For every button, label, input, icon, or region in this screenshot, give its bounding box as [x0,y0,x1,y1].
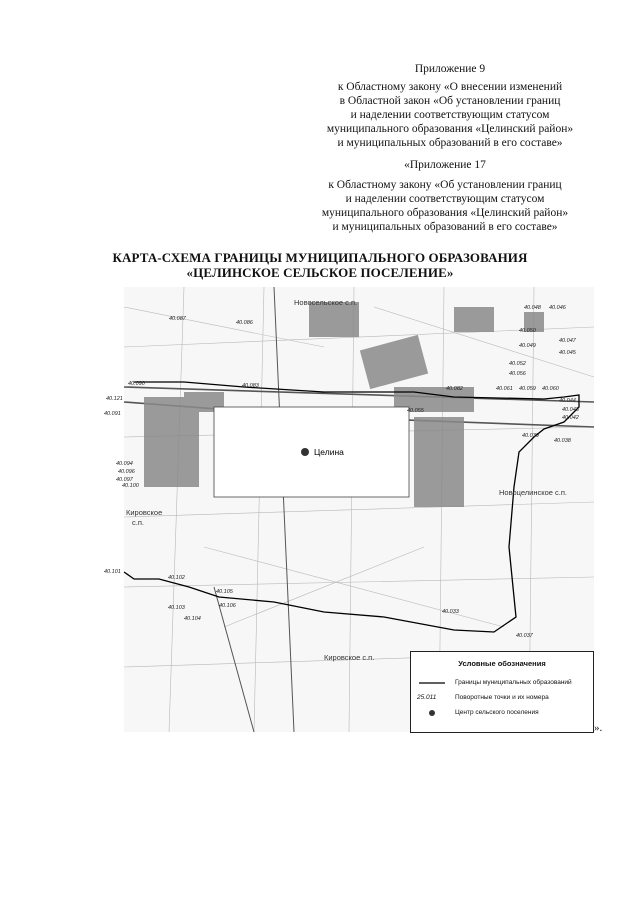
point-label: 40.102 [168,575,185,581]
point-label: 40.082 [446,386,463,392]
legend-row-points [417,693,587,703]
annex-17-title: «Приложение 17 [404,159,486,171]
point-label: 40.059 [519,386,536,392]
point-label: 40.094 [116,461,133,467]
point-label: 40.104 [184,616,201,622]
annex-9-line: и наделении соответствующим статусом [350,109,550,121]
annex-9-line: муниципального образования «Целинский район» [326,123,574,135]
point-label: 40.039 [522,433,539,439]
point-label: 40.045 [559,350,576,356]
point-label: 40.046 [549,305,566,311]
point-label: 40.037 [516,633,533,639]
neighbor-kirovskoe-bottom: Кировское с.п. [324,653,375,662]
point-label: 40.090 [128,381,145,387]
annex-9-line: и муниципальных образований в его составе» [337,137,563,149]
annex-17-block [310,158,580,234]
annex-9-line: в Областной закон «Об установлении границ [339,95,561,107]
legend-points-sample: 25.011 [417,694,437,701]
point-label: 40.101 [104,569,121,575]
neighbor-novoselskoe-top: Новосельское с.п. [294,298,358,307]
point-label: 40.106 [219,603,236,609]
point-label: 40.086 [236,320,253,326]
point-label: 40.049 [519,343,536,349]
map-title-line-1: КАРТА-СХЕМА ГРАНИЦЫ МУНИЦИПАЛЬНОГО ОБРАЗОВАНИЯ [112,250,528,265]
neighbor-kirovskoe-left-2: с.п. [132,518,144,527]
neighbor-novoselskoe-right: Новоцелинское с.п. [499,488,568,497]
point-label: 40.083 [242,383,259,389]
point-label: 40.121 [106,396,123,402]
legend-points-label: Поворотные точки и их номера [455,694,549,701]
point-label: 40.033 [442,609,459,615]
center-dot-icon [417,708,447,718]
boundary-line-icon [417,678,447,688]
legend-row-boundary [417,678,587,688]
point-label: 40.038 [554,438,571,444]
point-label: 40.061 [496,386,513,392]
legend-boundary-label: Границы муниципальных образований [455,679,572,686]
point-label: 40.103 [168,605,185,611]
map-title-line-2: «ЦЕЛИНСКОЕ СЕЛЬСКОЕ ПОСЕЛЕНИЕ» [186,265,454,280]
point-label: 40.100 [122,483,139,489]
annex-9-title: Приложение 9 [414,63,486,75]
annex-9-block [320,62,580,150]
point-label: 40.087 [169,316,186,322]
settlement-area [214,407,409,497]
annex-17-line: и наделении соответствующим статусом [345,193,545,205]
point-label: 40.060 [542,386,559,392]
annex-17-line: муниципального образования «Целинский район» [321,207,569,219]
map-legend [410,651,594,733]
center-label: Целина [314,447,344,457]
point-label: 40.044 [559,398,576,404]
point-label: 40.050 [519,328,536,334]
neighbor-kirovskoe-left-1: Кировское [126,508,163,517]
point-label: 40.048 [524,305,541,311]
point-label: 40.047 [559,338,576,344]
annex-9-line: к Областному закону «О внесении изменений [337,81,563,93]
point-label: 40.055 [407,408,424,414]
point-label: 40.043 [562,407,579,413]
legend-title: Условные обозначения [458,659,546,668]
point-label: 40.091 [104,411,121,417]
annex-17-line: к Областному закону «Об установлении границ [328,179,562,191]
point-label: 40.105 [216,589,233,595]
legend-row-center [417,708,587,718]
point-label: 40.042 [562,415,579,421]
settlement-center-marker [301,448,309,456]
point-label: 40.096 [118,469,135,475]
closing-quote: ». [594,722,603,734]
annex-17-line: и муниципальных образований в его составе» [332,221,558,233]
legend-center-label: Центр сельского поселения [455,709,539,716]
point-label: 40.056 [509,371,526,377]
point-label: 40.097 [116,477,133,483]
point-label: 40.052 [509,361,526,367]
